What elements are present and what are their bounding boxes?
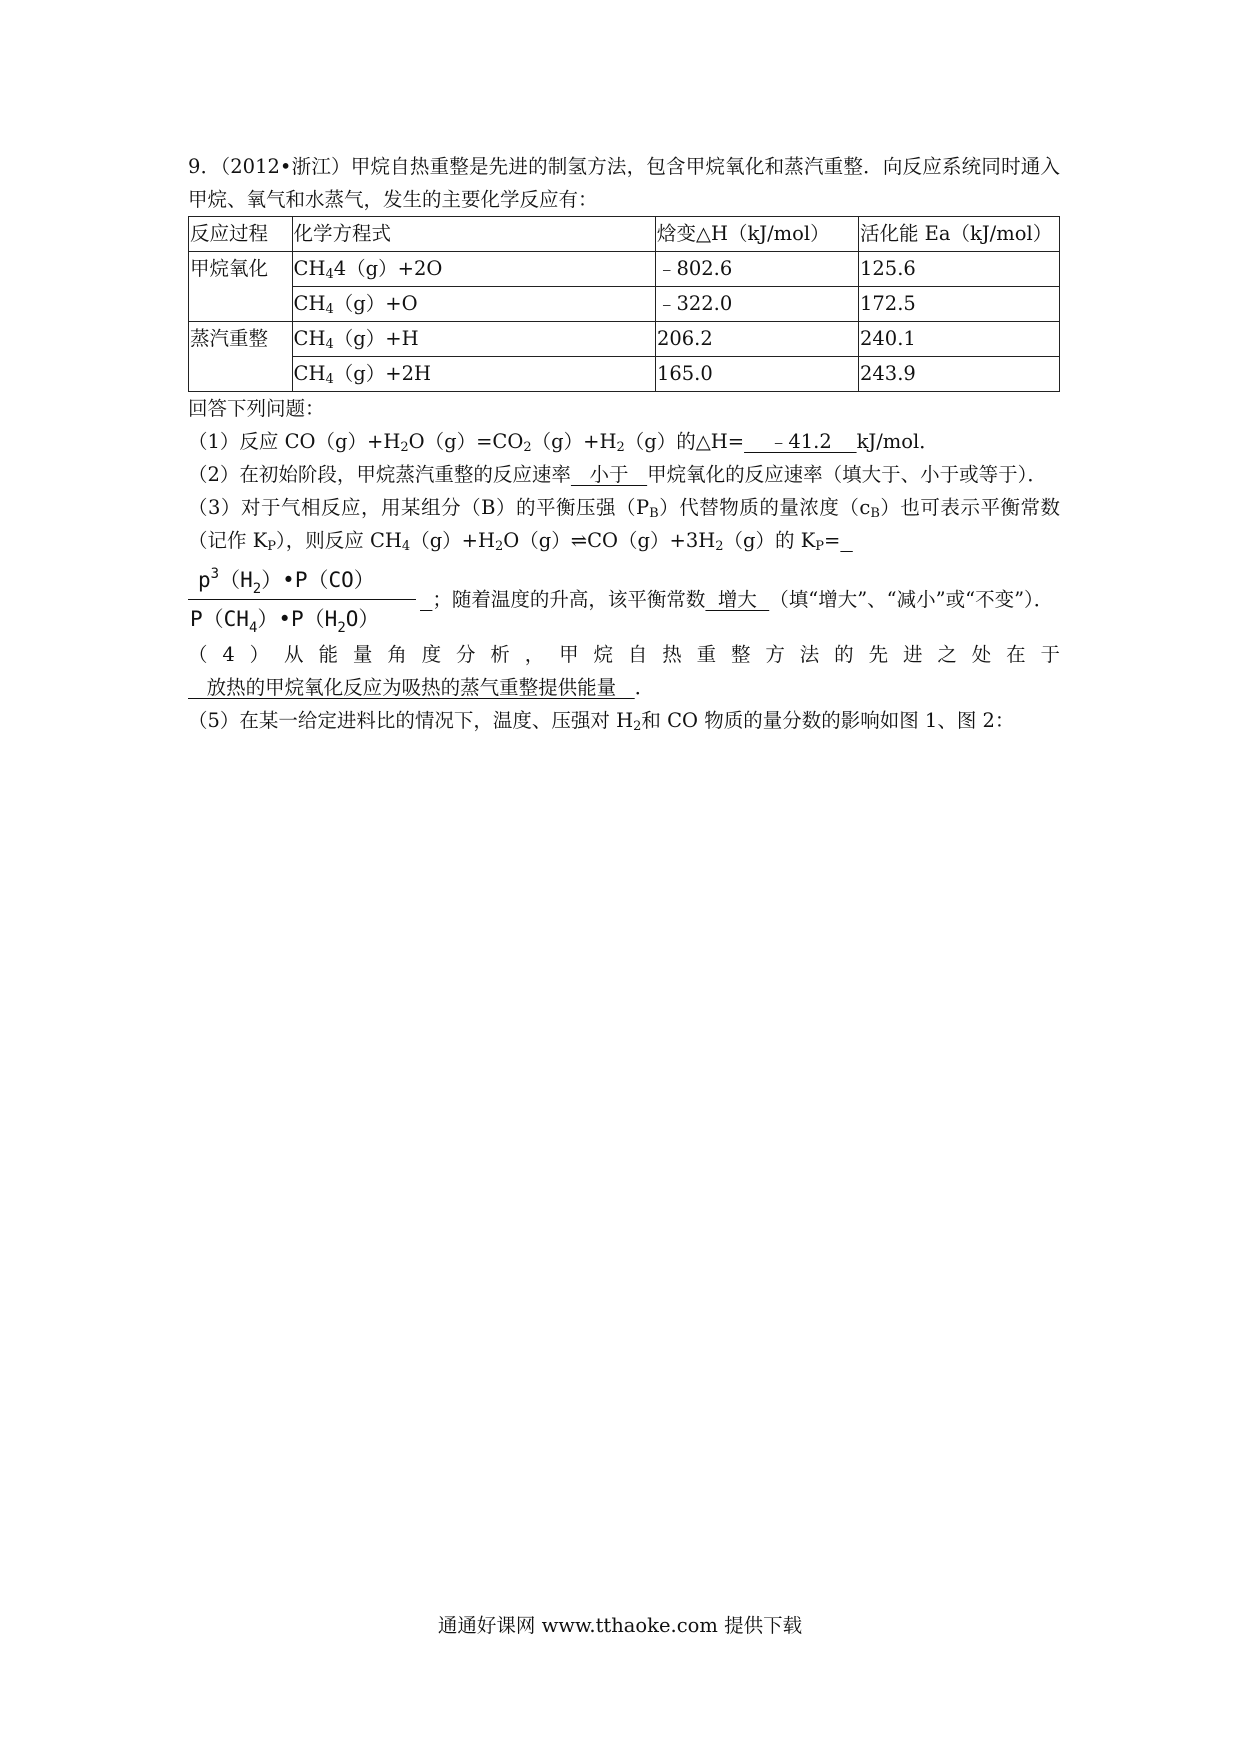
equation-cell: $CH_4(g)+H$ xyxy=(292,322,655,357)
question-page xyxy=(188,150,1060,737)
answer-q3: （3）对于气相反应，用某组分（B）的平衡压强$(P_B)$代替物质的量浓度$(c_B)$也可表示平衡常数（记作 $K_P$），则反应 $CH_4(g)+H_2O(g)\rightleftharpoons CO(g)+3H_2(g)$的 $K_P=$ xyxy=(188,496,1060,554)
answer-q2: （2）在初始阶段，甲烷蒸汽重整的反应速率 小于 甲烷氧化的反应速率（填大于、小于或等于）． xyxy=(188,463,1047,486)
answer-q1: （1）反应 $CO(g)+H_2O(g)=CO_2(g)+H_2(g)$的△H= ﹣41.2 kJ/mol． xyxy=(188,430,939,455)
enthalpy-cell: 165.0 xyxy=(655,357,858,392)
activation-cell: 172.5 xyxy=(858,287,1059,322)
answer-blank-q3-trend: 增大 xyxy=(705,588,770,611)
answer-q5: （5）在某一给定进料比的情况下，温度、压强对 $H_2$和 CO 物质的量分数的影响如图 1、图 2： xyxy=(188,709,1015,734)
footer-text: 通通好课网 www.tthaoke.com 提供下载 xyxy=(437,1614,803,1637)
enthalpy-cell: ﹣322.0 xyxy=(655,287,858,322)
answer-lead: 回答下列问题： xyxy=(188,397,325,420)
process-steam-reforming: 蒸汽重整 xyxy=(189,322,293,392)
header-process: 反应过程 xyxy=(189,217,293,252)
equation-cell: $CH_44(g)+2O$ xyxy=(292,252,655,287)
answer-blank-q4: 放热的甲烷氧化反应为吸热的蒸气重整提供能量 xyxy=(188,676,635,699)
header-enthalpy: 焓变△H（kJ/mol） xyxy=(655,217,858,252)
table-row xyxy=(189,287,1060,322)
fraction-denominator: $P(CH_4)•P(H_2O)$ xyxy=(190,607,380,636)
header-equation: 化学方程式 xyxy=(292,217,655,252)
table-header-row xyxy=(189,217,1060,252)
equation-cell: $CH_4(g)+2H$ xyxy=(292,357,655,392)
table-row xyxy=(189,252,1060,287)
process-methane-oxidation: 甲烷氧化 xyxy=(189,252,293,322)
enthalpy-cell: ﹣802.6 xyxy=(655,252,858,287)
enthalpy-cell: 206.2 xyxy=(655,322,858,357)
answer-blank-q2: 小于 xyxy=(570,463,648,486)
activation-cell: 125.6 xyxy=(858,252,1059,287)
fraction-numerator: $p^3(H_2)•P(CO)$ xyxy=(198,566,375,597)
answer-q4: （4）从能量角度分析，甲烷自热重整方法的先进之处在于 放热的甲烷氧化反应为吸热的蒸气重整提供能量 ． xyxy=(188,643,1060,699)
kp-fraction xyxy=(188,565,416,634)
table-row xyxy=(189,357,1060,392)
table-row xyxy=(189,322,1060,357)
question-intro: 9．（2012•浙江）甲烷自热重整是先进的制氢方法，包含甲烷氧化和蒸汽重整．向反应系统同时通入甲烷、氧气和水蒸气，发生的主要化学反应有： xyxy=(188,155,1060,211)
reaction-table xyxy=(188,216,1060,392)
equation-cell: $CH_4(g)+O$ xyxy=(292,287,655,322)
answer-q3-cont: ；随着温度的升高，该平衡常数 增大 （填“增大”、“减小”或“不变”）． xyxy=(432,588,1054,611)
activation-cell: 240.1 xyxy=(858,322,1059,357)
answer-blank-q1: ﹣41.2 xyxy=(744,430,857,453)
kp-expression-line xyxy=(188,565,1060,634)
header-activation-energy: 活化能 Ea（kJ/mol） xyxy=(858,217,1059,252)
answer-blank-q3-lead xyxy=(840,529,852,552)
activation-cell: 243.9 xyxy=(858,357,1059,392)
